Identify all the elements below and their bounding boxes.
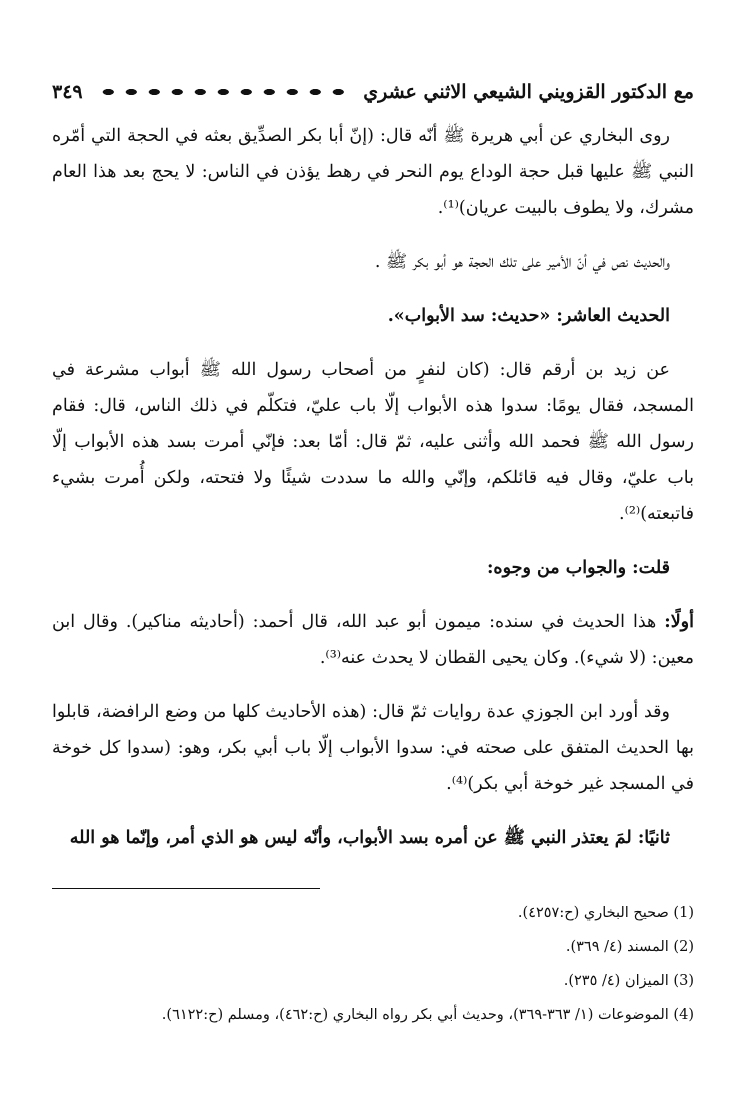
second-point-text: لمَ يعتذر النبي ﷺ عن أمره بسد الأبواب، وأنّه ليس هو الذي أمر، وإنّما هو الله [69, 828, 638, 848]
footnote-divider [52, 888, 320, 889]
paragraph-ibn-jawzi: وقد أورد ابن الجوزي عدة روايات ثمّ قال: (هذه الأحاديث كلها من وضع الرافضة، قابلوا بها الحديث المتفق على صحته في: سدوا الأبواب إلّا باب أبي بكر، وهو: (سدوا كل خوخة في المسجد غير خوخة أبي بكر)⁽⁴⁾. [52, 702, 694, 794]
page-content [52, 76, 694, 856]
first-point-lead: أولًا: [664, 612, 694, 632]
first-point-text: هذا الحديث في سنده: ميمون أبو عبد الله، قال أحمد: (أحاديثه مناكير). وقال ابن معين: (لا شيء). وكان يحيى القطان لا يحدث عنه⁽³⁾. [52, 612, 694, 668]
paragraph-bukhari-narration: روى البخاري عن أبي هريرة ﷺ أنّه قال: (إنّ أبا بكر الصدِّيق بعثه في الحجة التي أمّره النبي ﷺ عليها قبل حجة الوداع يوم النحر في رهط يؤذن في الناس: لا يحج بعد هذا العام مشرك، ولا يطوف بالبيت عريان)⁽¹⁾. [52, 126, 694, 218]
paragraph-zayd-narration: عن زيد بن أرقم قال: (كان لنفرٍ من أصحاب رسول الله ﷺ أبواب مشرعة في المسجد، فقال يومًا: سدوا هذه الأبواب إلّا باب عليّ، فتكلّم في ذلك الناس، قال: فقام رسول الله ﷺ فحمد الله وأثنى عليه، ثمّ قال: أمّا بعد: فإنّي أمرت بسد هذه الأبواب إلّا باب عليّ، وقال فيه قائلكم، وإنّي والله ما سددت شيئًا ولا فتحته، ولكن أُمرت بشيء فاتبعته)⁽²⁾. [52, 360, 694, 524]
header-title: مع الدكتور القزويني الشيعي الاثني عشري [363, 81, 694, 103]
footnote-4: (4) الموضوعات (١/ ٣٦٣-٣٦٩)، وحديث أبي بكر رواه البخاري (ح:٤٦٢)، ومسلم (ح:٦١٢٢). [161, 1007, 694, 1023]
footnote-1: (1) صحيح البخاري (ح:٤٢٥٧). [517, 905, 694, 921]
footnote-3: (3) الميزان (٤/ ٢٣٥). [563, 973, 694, 989]
running-header [52, 76, 694, 108]
paragraph-second-point [52, 820, 694, 856]
second-point-lead: ثانيًا: [637, 828, 670, 848]
page-number: ٣٤٩ [52, 81, 83, 103]
footnote-2: (2) المسند (٤/ ٣٦٩). [565, 939, 694, 955]
section-heading-tenth-hadith: الحديث العاشر: «حديث: سد الأبواب». [387, 306, 670, 326]
ornament-divider [93, 85, 354, 99]
section-heading-answer: قلت: والجواب من وجوه: [486, 558, 670, 578]
footnotes [52, 896, 694, 1032]
paragraph-first-point [52, 604, 694, 676]
paragraph-hadith-statement: والحديث نص في أنّ الأمير على تلك الحجة هو أبو بكر ﷺ . [374, 252, 670, 272]
